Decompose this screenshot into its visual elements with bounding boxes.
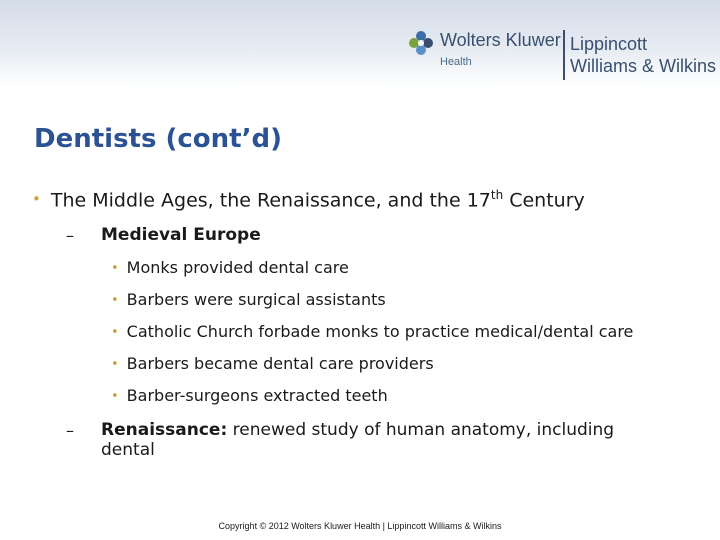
list-item [111,258,349,277]
list-item-text: Barbers became dental care providers [126,354,434,373]
logo-company-name: Wolters Kluwer [440,30,561,50]
list-item-text: Barbers were surgical assistants [126,290,386,309]
list-item [111,386,388,405]
list-item [111,322,633,341]
bullet-icon: • [111,293,119,308]
level1-bullet-item [32,188,585,211]
dash-marker-renaissance: – [66,421,74,440]
list-item [111,290,386,309]
bullet-icon: • [111,357,119,372]
list-item-text: Barber-surgeons extracted teeth [126,386,388,405]
level1-text-end: Century [503,189,585,212]
list-item [111,354,434,373]
renaissance-heading: Renaissance: [101,420,228,440]
logo-imprint-line-2: Williams & Wilkins [570,56,716,76]
logo-imprint-line-1: Lippincott [570,34,648,54]
bullet-icon: • [111,389,119,404]
copyright-footer: Copyright © 2012 Wolters Kluwer Health | Lippincott Williams & Wilkins [218,521,502,531]
bullet-icon: • [111,261,119,276]
bullet-icon: • [32,190,41,209]
wolters-kluwer-logo-icon [408,30,434,56]
renaissance-text: renewed study of human anatomy, including [227,420,615,440]
list-item-text: Monks provided dental care [126,258,349,277]
slide-title: Dentists (cont’d) [34,124,282,154]
level1-text: The Middle Ages, the Renaissance, and the 17 [50,189,491,212]
renaissance-line-2: dental [101,440,155,460]
list-item-text: Catholic Church forbade monks to practice medical/dental care [126,322,634,341]
renaissance-line-1 [101,420,614,440]
subheading-renaissance [101,420,614,460]
dash-marker-medieval: – [66,226,74,245]
subheading-medieval [101,225,261,245]
logo-company-division: Health [440,56,472,68]
superscript: th [490,188,504,202]
subheading-medieval-text: Medieval Europe [101,225,261,245]
bullet-icon: • [111,325,119,340]
publisher-logo [408,26,716,82]
logo-divider [563,30,565,80]
